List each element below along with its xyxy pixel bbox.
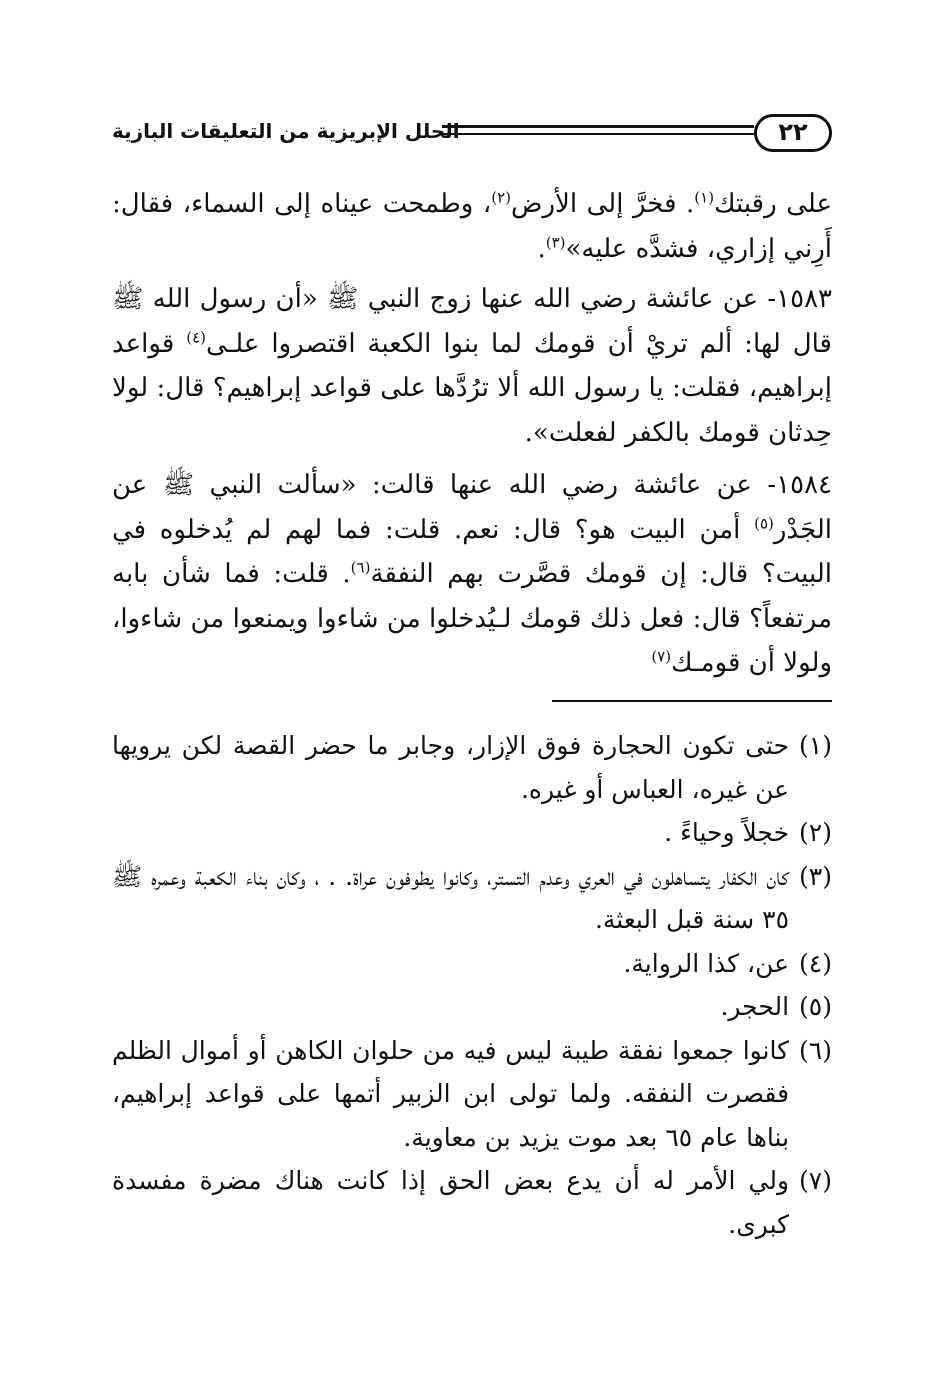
footnote-number: (٦) (799, 1035, 832, 1065)
footnote-number: (٢) (799, 818, 832, 847)
hadith-1584 (112, 463, 832, 686)
footnote-ref: (٧) (651, 647, 672, 666)
footnotes (112, 724, 832, 1246)
text-run: . قلت: فما شأن بابه مرتفعاً؟ قال: فعل ذلك قومك لـيُدخلوا من شاءوا ويمنعوا من شاءوا، ولولا أن قومـك (112, 559, 832, 678)
text-run: ١٥٨٤- عن عائشة رضي الله عنها قالت: «سألت النبي ﷺ عن الجَدْر (112, 470, 832, 545)
text-run: على رقبتك (714, 189, 832, 219)
footnote-text: خجلاً وحياءً . (664, 818, 790, 847)
footnote-number: (٣) (799, 861, 832, 891)
footnote-text: حتى تكون الحجارة فوق الإزار، وجابر ما حضر القصة لكن يرويها عن غيره، العباس أو غيره. (112, 731, 790, 804)
footnote-text: عن، كذا الرواية. (623, 948, 790, 978)
footnote-text: كان الكفار يتساهلون في العري وعدم التستر، وكانوا يطوفون عراة. . ، وكان بناء الكعبة وعمره ﷺ ٣٥ سنة قبل البعثة. (112, 861, 790, 934)
text-run: . (537, 233, 546, 264)
footnote-text: ولي الأمر له أن يدع بعض الحق إذا كانت هناك مضرة مفسدة كبرى. (112, 1166, 790, 1239)
footnote-number: (١) (799, 731, 832, 760)
footnote-number: (٧) (799, 1166, 832, 1195)
footnote-item (112, 1159, 832, 1246)
running-header (112, 112, 832, 160)
header-rule (442, 125, 754, 128)
footnote-ref: (٢) (491, 188, 512, 207)
footnote-number: (٤) (799, 948, 832, 978)
footnote-ref: (٤) (186, 327, 206, 346)
footnote-ref: (١) (694, 188, 715, 207)
footnote-ref: (٣) (545, 232, 566, 251)
text-run: قواعد إبراهيم، فقلت: يا رسول الله ألا ترُدَّها على قواعد إبراهيم؟ قال: لولا حِدثان قومك بالكفر لفعلت». (112, 328, 832, 448)
hadith-1583 (112, 277, 832, 455)
footnote-ref: (٥) (754, 513, 774, 532)
footnote-item (112, 942, 832, 986)
text-run: أمن البيت هو؟ قال: نعم. قلت: فما لهم لم يُدخلوه في البيت؟ قال: إن قومك قصَّرت بهم النفقة (112, 514, 832, 589)
footnote-text: الحجر. (720, 992, 790, 1021)
footnote-separator (552, 700, 832, 702)
footnote-text: كانوا جمعوا نفقة طيبة ليس فيه من حلوان الكاهن أو أموال الظلم فقصرت النفقه. ولما تولى ابن الزبير أتمها على قواعد إبراهيم، بناها عام ٦٥ بعد موت يزيد بن معاوية. (112, 1035, 790, 1152)
footnote-ref: (٦) (350, 558, 371, 577)
footnote-item (112, 724, 832, 811)
page-number: ٢٢ (754, 114, 832, 152)
running-title: الحلل الإبريزية من التعليقات البازية (112, 119, 460, 143)
header-rule-thin (442, 133, 754, 135)
footnote-item (112, 1029, 832, 1160)
text-run: . فخرَّ إلى الأرض (511, 189, 695, 219)
text-run: ، وطمحت عيناه إلى السماء، فقال: أَرِني إزاري، فشدَّه عليه» (112, 189, 832, 264)
paragraph-continuation (112, 182, 832, 271)
footnote-item (112, 855, 832, 942)
footnote-item (112, 811, 832, 855)
footnote-number: (٥) (799, 992, 832, 1021)
footnote-item (112, 985, 832, 1029)
main-text (112, 182, 832, 694)
text-run: ١٥٨٣- عن عائشة رضي الله عنها زوج النبي ﷺ «أن رسول الله ﷺ قال لها: ألم تريْ أن قومك لما بنوا الكعبة اقتصروا علـى (112, 284, 832, 359)
